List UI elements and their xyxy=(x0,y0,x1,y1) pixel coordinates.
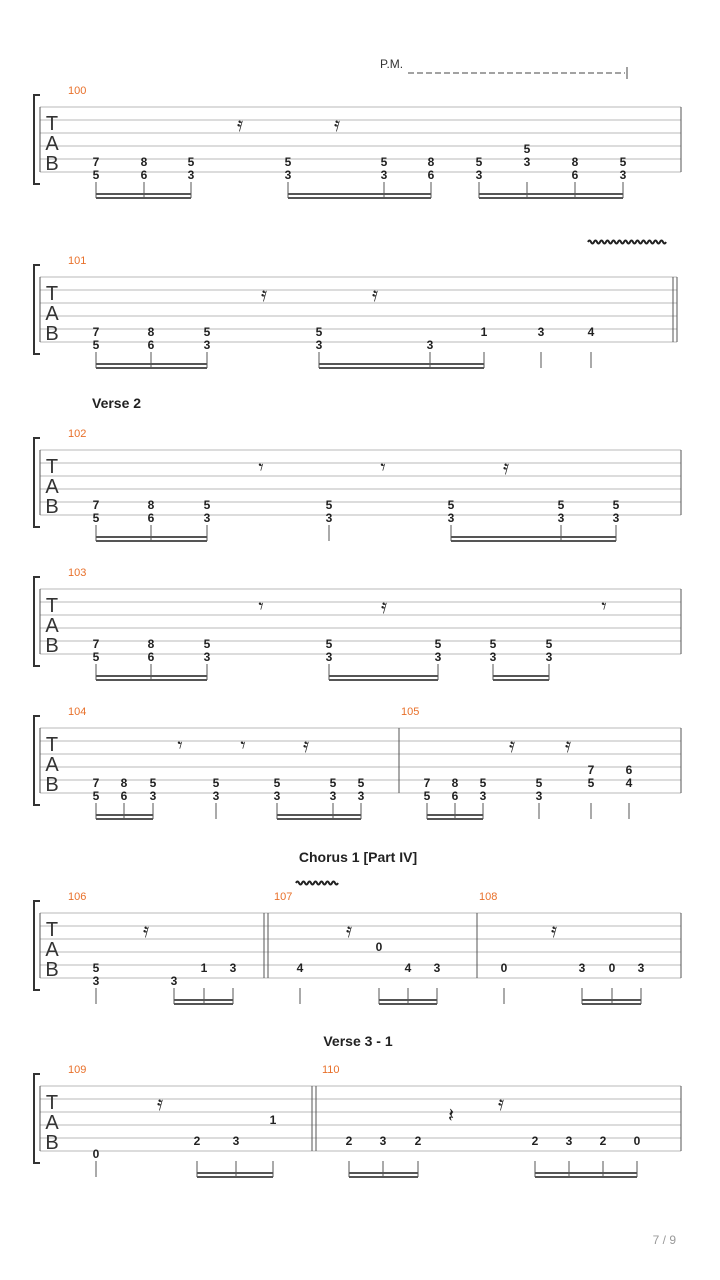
fret-number: 5 xyxy=(489,637,497,651)
fret-number: 1 xyxy=(269,1113,277,1127)
fret-number: 3 xyxy=(557,511,565,525)
fret-number: 5 xyxy=(92,789,100,803)
fret-number: 3 xyxy=(578,961,586,975)
system-bracket xyxy=(34,265,40,354)
measure-number: 109 xyxy=(68,1064,87,1076)
fret-number: 6 xyxy=(625,763,633,777)
section-heading: Verse 2 xyxy=(92,395,142,411)
fret-number: 3 xyxy=(479,789,487,803)
tab-clef-letter: T xyxy=(45,283,59,305)
eighth-rest-icon: 𝄾 xyxy=(380,455,386,479)
section-heading: Chorus 1 [Part IV] xyxy=(298,849,418,865)
fret-number: 3 xyxy=(229,961,237,975)
fret-number: 1 xyxy=(480,325,488,339)
quarter-rest-icon: 𝄽 xyxy=(447,1103,455,1127)
eighth-rest-icon: 𝄾 xyxy=(258,455,264,479)
tab-clef-letter: A xyxy=(45,1112,59,1134)
fret-number: 3 xyxy=(212,789,220,803)
fret-number: 0 xyxy=(633,1134,641,1148)
tab-system xyxy=(34,85,681,198)
fret-number: 5 xyxy=(587,776,595,790)
sixteenth-rest-icon: 𝄿 xyxy=(371,282,379,306)
fret-number: 3 xyxy=(149,789,157,803)
fret-number: 5 xyxy=(357,776,365,790)
tab-clef-letter: A xyxy=(45,303,59,325)
fret-number: 5 xyxy=(434,637,442,651)
tab-clef-letter: T xyxy=(45,456,59,478)
sixteenth-rest-icon: 𝄿 xyxy=(333,112,341,136)
tab-clef-letter: A xyxy=(45,754,59,776)
fret-number: 3 xyxy=(380,168,388,182)
measure-number: 110 xyxy=(322,1064,340,1076)
system-bracket xyxy=(34,438,40,527)
fret-number: 5 xyxy=(612,498,620,512)
sixteenth-rest-icon: 𝄿 xyxy=(302,733,310,757)
measure-number: 105 xyxy=(401,706,420,718)
fret-number: 3 xyxy=(203,511,211,525)
fret-number: 5 xyxy=(557,498,565,512)
fret-number: 5 xyxy=(187,155,195,169)
system-bracket xyxy=(34,1074,40,1163)
sixteenth-rest-icon: 𝄿 xyxy=(564,733,572,757)
fret-number: 6 xyxy=(451,789,459,803)
fret-number: 3 xyxy=(325,511,333,525)
fret-number: 2 xyxy=(345,1134,353,1148)
measure xyxy=(479,891,681,1004)
fret-number: 3 xyxy=(619,168,627,182)
tab-clef-letter: B xyxy=(45,323,59,345)
fret-number: 5 xyxy=(325,498,333,512)
fret-number: 3 xyxy=(434,650,442,664)
vibrato-mark xyxy=(296,882,338,885)
fret-number: 3 xyxy=(523,155,531,169)
fret-number: 8 xyxy=(451,776,459,790)
fret-number: 7 xyxy=(92,776,100,790)
measure-number: 102 xyxy=(68,428,87,440)
fret-number: 6 xyxy=(571,168,579,182)
fret-number: 5 xyxy=(92,168,100,182)
tab-system xyxy=(34,1033,681,1177)
fret-number: 8 xyxy=(571,155,579,169)
fret-number: 6 xyxy=(147,511,155,525)
system-bracket xyxy=(34,716,40,805)
fret-number: 0 xyxy=(500,961,508,975)
fret-number: 3 xyxy=(325,650,333,664)
measure xyxy=(68,567,681,680)
fret-number: 3 xyxy=(637,961,645,975)
tab-clef-letter: A xyxy=(45,939,59,961)
tab-clef-letter: B xyxy=(45,635,59,657)
fret-number: 5 xyxy=(212,776,220,790)
fret-number: 3 xyxy=(433,961,441,975)
measure xyxy=(274,891,477,1004)
fret-number: 5 xyxy=(380,155,388,169)
fret-number: 5 xyxy=(447,498,455,512)
sixteenth-rest-icon: 𝄿 xyxy=(142,918,150,942)
fret-number: 8 xyxy=(427,155,435,169)
page-number: 7 / 9 xyxy=(652,1233,676,1247)
fret-number: 3 xyxy=(203,338,211,352)
tab-clef-letter: A xyxy=(45,615,59,637)
fret-number: 6 xyxy=(147,650,155,664)
sixteenth-rest-icon: 𝄿 xyxy=(550,918,558,942)
sixteenth-rest-icon: 𝄿 xyxy=(502,455,510,479)
fret-number: 3 xyxy=(447,511,455,525)
fret-number: 2 xyxy=(193,1134,201,1148)
fret-number: 6 xyxy=(427,168,435,182)
tab-system xyxy=(34,395,681,541)
fret-number: 5 xyxy=(523,142,531,156)
tab-clef-letter: B xyxy=(45,1132,59,1154)
fret-number: 8 xyxy=(147,325,155,339)
tab-system xyxy=(34,849,681,1004)
measure-number: 100 xyxy=(68,85,87,97)
fret-number: 3 xyxy=(329,789,337,803)
measure-number: 101 xyxy=(68,255,87,267)
tab-clef-letter: B xyxy=(45,153,59,175)
fret-number: 6 xyxy=(140,168,148,182)
tab-clef-letter: B xyxy=(45,959,59,981)
tab-clef-letter: A xyxy=(45,133,59,155)
palm-mute-label: P.M. xyxy=(380,57,404,71)
fret-number: 4 xyxy=(296,961,304,975)
fret-number: 5 xyxy=(203,325,211,339)
fret-number: 5 xyxy=(535,776,543,790)
sixteenth-rest-icon: 𝄿 xyxy=(508,733,516,757)
fret-number: 3 xyxy=(612,511,620,525)
fret-number: 4 xyxy=(625,776,633,790)
fret-number: 3 xyxy=(537,325,545,339)
fret-number: 1 xyxy=(200,961,208,975)
tab-system xyxy=(34,567,681,680)
fret-number: 3 xyxy=(475,168,483,182)
section-heading: Verse 3 - 1 xyxy=(323,1033,393,1049)
measure xyxy=(68,85,681,198)
fret-number: 3 xyxy=(170,974,178,988)
tab-clef-letter: T xyxy=(45,113,59,135)
fret-number: 5 xyxy=(92,511,100,525)
fret-number: 7 xyxy=(92,325,100,339)
fret-number: 3 xyxy=(357,789,365,803)
fret-number: 3 xyxy=(545,650,553,664)
fret-number: 5 xyxy=(92,650,100,664)
measure xyxy=(401,706,681,819)
measure xyxy=(68,706,399,819)
fret-number: 4 xyxy=(404,961,412,975)
fret-number: 5 xyxy=(203,498,211,512)
fret-number: 5 xyxy=(315,325,323,339)
fret-number: 7 xyxy=(92,498,100,512)
fret-number: 5 xyxy=(92,338,100,352)
measure xyxy=(68,891,268,1004)
fret-number: 2 xyxy=(414,1134,422,1148)
fret-number: 3 xyxy=(379,1134,387,1148)
tab-clef-letter: T xyxy=(45,1092,59,1114)
fret-number: 7 xyxy=(92,637,100,651)
tab-clef-letter: T xyxy=(45,595,59,617)
fret-number: 3 xyxy=(426,338,434,352)
sixteenth-rest-icon: 𝄿 xyxy=(260,282,268,306)
sixteenth-rest-icon: 𝄿 xyxy=(380,594,388,618)
fret-number: 5 xyxy=(423,789,431,803)
fret-number: 5 xyxy=(619,155,627,169)
tab-clef-letter: B xyxy=(45,496,59,518)
tab-system xyxy=(34,241,677,369)
tab-system xyxy=(34,706,681,819)
fret-number: 5 xyxy=(329,776,337,790)
fret-number: 0 xyxy=(375,940,383,954)
fret-number: 7 xyxy=(423,776,431,790)
fret-number: 0 xyxy=(608,961,616,975)
sixteenth-rest-icon: 𝄿 xyxy=(497,1091,505,1115)
sixteenth-rest-icon: 𝄿 xyxy=(156,1091,164,1115)
tab-clef-letter: T xyxy=(45,734,59,756)
sixteenth-rest-icon: 𝄿 xyxy=(236,112,244,136)
fret-number: 5 xyxy=(475,155,483,169)
fret-number: 2 xyxy=(531,1134,539,1148)
fret-number: 3 xyxy=(565,1134,573,1148)
system-bracket xyxy=(34,95,40,184)
sixteenth-rest-icon: 𝄿 xyxy=(345,918,353,942)
measure xyxy=(322,1064,681,1177)
eighth-rest-icon: 𝄾 xyxy=(601,594,607,618)
system-bracket xyxy=(34,577,40,666)
measure xyxy=(68,428,681,541)
fret-number: 6 xyxy=(120,789,128,803)
fret-number: 5 xyxy=(149,776,157,790)
fret-number: 5 xyxy=(203,637,211,651)
vibrato-mark xyxy=(588,241,666,244)
fret-number: 0 xyxy=(92,1147,100,1161)
fret-number: 5 xyxy=(479,776,487,790)
fret-number: 5 xyxy=(92,961,100,975)
eighth-rest-icon: 𝄾 xyxy=(240,733,246,757)
fret-number: 3 xyxy=(489,650,497,664)
fret-number: 3 xyxy=(535,789,543,803)
measure-number: 104 xyxy=(68,706,87,718)
fret-number: 3 xyxy=(273,789,281,803)
tab-clef-letter: A xyxy=(45,476,59,498)
measure-number: 108 xyxy=(479,891,498,903)
fret-number: 6 xyxy=(147,338,155,352)
eighth-rest-icon: 𝄾 xyxy=(258,594,264,618)
measure-number: 107 xyxy=(274,891,293,903)
fret-number: 3 xyxy=(232,1134,240,1148)
measure xyxy=(68,255,677,368)
fret-number: 3 xyxy=(203,650,211,664)
fret-number: 7 xyxy=(587,763,595,777)
fret-number: 3 xyxy=(315,338,323,352)
fret-number: 5 xyxy=(325,637,333,651)
fret-number: 5 xyxy=(545,637,553,651)
fret-number: 8 xyxy=(120,776,128,790)
fret-number: 3 xyxy=(187,168,195,182)
fret-number: 5 xyxy=(284,155,292,169)
measure-number: 106 xyxy=(68,891,87,903)
fret-number: 5 xyxy=(273,776,281,790)
measure-number: 103 xyxy=(68,567,87,579)
fret-number: 3 xyxy=(92,974,100,988)
fret-number: 8 xyxy=(147,637,155,651)
tab-clef-letter: T xyxy=(45,919,59,941)
fret-number: 3 xyxy=(284,168,292,182)
system-bracket xyxy=(34,901,40,990)
fret-number: 4 xyxy=(587,325,595,339)
fret-number: 8 xyxy=(140,155,148,169)
tab-clef-letter: B xyxy=(45,774,59,796)
fret-number: 8 xyxy=(147,498,155,512)
measure xyxy=(68,1064,316,1177)
fret-number: 2 xyxy=(599,1134,607,1148)
fret-number: 7 xyxy=(92,155,100,169)
eighth-rest-icon: 𝄾 xyxy=(177,733,183,757)
